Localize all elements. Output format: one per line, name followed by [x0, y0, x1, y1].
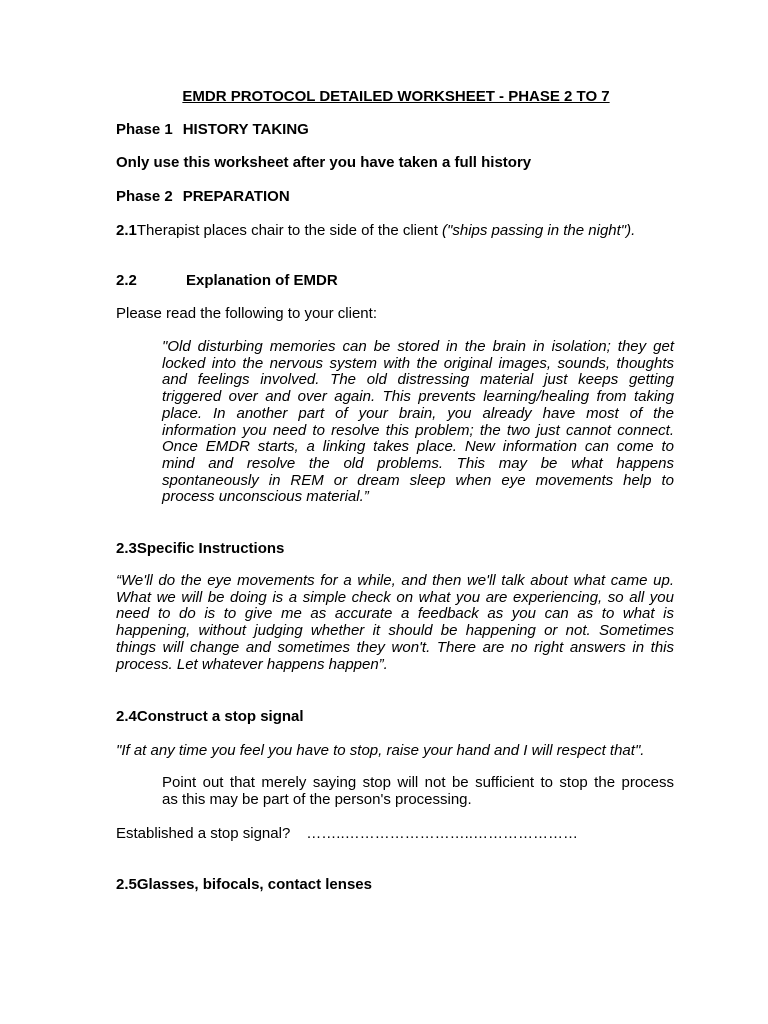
- quote-line: "Old disturbing memories can be stored in the brain in isolation; they get: [162, 338, 674, 355]
- stop-signal-field: [116, 825, 578, 842]
- quote-line: triggered over and over again. This prevents learning/healing from taking: [162, 388, 674, 406]
- section-2-3-title: Specific Instructions: [136, 540, 285, 557]
- quote-line: spontaneously in REM or dream sleep when eye movements help to: [162, 471, 674, 489]
- section-2-4-heading: [116, 708, 304, 725]
- phase-2-heading: [116, 188, 290, 205]
- read-instruction: Please read the following to your client:: [116, 305, 377, 322]
- phase-1-label: Phase 1: [116, 121, 173, 138]
- stop-note-line: Point out that merely saying stop will not be sufficient to stop the process: [162, 774, 674, 791]
- phase-1-title: HISTORY TAKING: [182, 121, 309, 138]
- section-2-1: [116, 222, 635, 239]
- instructions-line: things will change and sometimes they won't. There are no right answers in this: [116, 638, 674, 656]
- phase-2-title: PREPARATION: [182, 188, 290, 205]
- section-2-3-heading: [116, 540, 284, 557]
- section-2-4-title: Construct a stop signal: [136, 708, 304, 725]
- instructions-line: need to do is to give me as accurate a feedback as you can as to what is: [116, 605, 674, 623]
- emdr-explanation-quote: [162, 339, 674, 506]
- instructions-line: What we will be doing is a simple check on what you are experiencing, so all you: [116, 588, 674, 606]
- section-2-5-number: 2.5: [116, 876, 137, 893]
- stop-signal-label: Established a stop signal?: [116, 825, 291, 842]
- section-2-2-number: 2.2: [116, 272, 137, 289]
- phase-2-label: Phase 2: [116, 188, 173, 205]
- section-2-2-title: Explanation of EMDR: [186, 272, 338, 289]
- phase-1-heading: [116, 121, 309, 138]
- section-2-1-italic: ("ships passing in the night").: [442, 222, 636, 239]
- quote-line: process unconscious material.”: [162, 488, 369, 506]
- section-2-3-number: 2.3: [116, 540, 137, 557]
- stop-signal-dotted-line[interactable]: ……..……………………..…………………: [306, 825, 578, 842]
- stop-note-line: as this may be part of the person's processing.: [162, 790, 472, 808]
- specific-instructions-text: [116, 573, 674, 673]
- instructions-line: happening, without judging whether it should be happening or not. Sometimes: [116, 622, 674, 640]
- quote-line: mind and resolve the old problems. This may be what happens: [162, 454, 674, 472]
- stop-signal-quote: "If at any time you feel you have to stop, raise your hand and I will respect that".: [116, 742, 645, 759]
- history-note: Only use this worksheet after you have taken a full history: [116, 154, 532, 171]
- section-2-1-number: 2.1: [116, 222, 137, 239]
- quote-line: place. In another part of your brain, you already have most of the: [162, 404, 674, 422]
- page-title: EMDR PROTOCOL DETAILED WORKSHEET - PHASE 2 TO 7: [182, 88, 610, 105]
- section-2-1-text: Therapist places chair to the side of the client: [136, 222, 443, 239]
- section-2-2-heading: [116, 272, 338, 289]
- quote-line: information you need to resolve this problem; the two just cannot connect.: [162, 421, 674, 439]
- instructions-line: process. Let whatever happens happen”.: [116, 655, 388, 673]
- quote-line: Once EMDR starts, a linking takes place. New information can come to: [162, 438, 674, 456]
- quote-line: locked into the nervous system with the original images, sounds, thoughts: [162, 354, 674, 372]
- section-2-4-number: 2.4: [116, 708, 137, 725]
- section-2-5-title: Glasses, bifocals, contact lenses: [136, 876, 372, 893]
- quote-line: and feelings involved. The old distressing material just keeps getting: [162, 371, 674, 389]
- section-2-5-heading: [116, 876, 372, 893]
- stop-signal-note: [162, 775, 674, 808]
- instructions-line: “We'll do the eye movements for a while, and then we'll talk about what came up.: [116, 572, 674, 589]
